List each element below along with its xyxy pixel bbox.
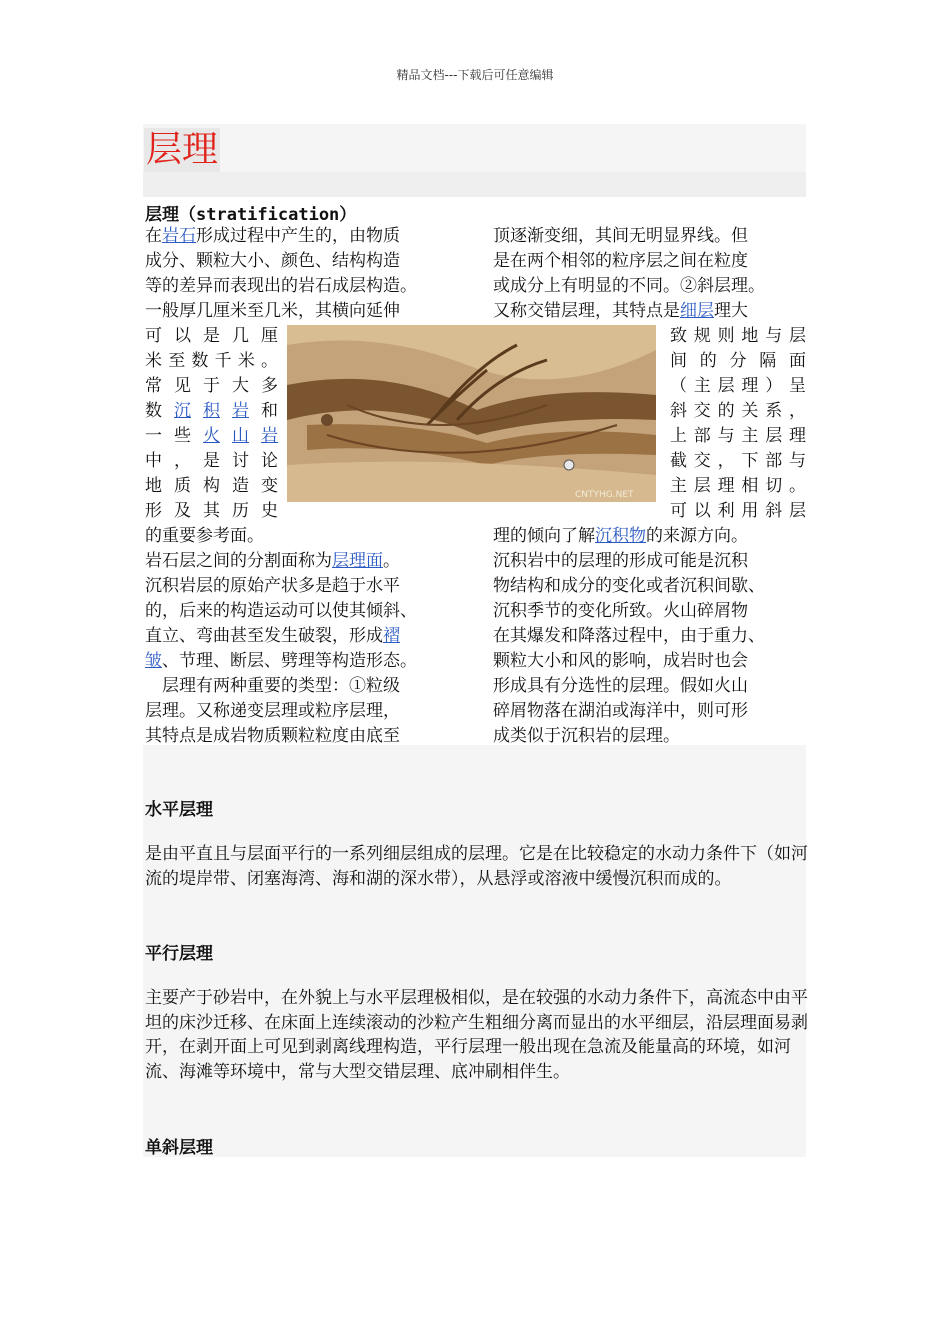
section-text-horizontal: 是由平直且与层面平行的一系列细层组成的层理。它是在比较稳定的水动力条件下（如河流的堤岸带、闭塞海湾、海和湖的深水带），从悬浮或溶液中缓慢沉积而成的。	[145, 844, 808, 889]
char: 规	[693, 326, 711, 346]
right-narrow-line	[670, 474, 806, 499]
link-char: 山	[232, 426, 249, 446]
char: 切	[765, 476, 783, 496]
char: 些	[174, 426, 191, 446]
char: 其	[203, 501, 220, 521]
char: 层	[765, 426, 783, 446]
char: 理	[717, 476, 735, 496]
left-p2-line-5: 皱、节理、断层、劈理等构造形态。	[145, 651, 417, 671]
right-rest-line: 沉积季节的变化所致。火山碎屑物	[493, 601, 748, 621]
left-column-lower	[145, 524, 475, 749]
section-heading-monocline: 单斜层理	[145, 1138, 213, 1158]
left-p3-line-1: 层理有两种重要的类型：①粒级	[145, 676, 400, 696]
char: 见	[174, 376, 191, 396]
left-narrow-line	[145, 399, 278, 424]
right-narrow	[670, 324, 806, 524]
right-rest-line: 沉积岩中的层理的形成可能是沉积	[493, 551, 748, 571]
char: 交	[693, 451, 711, 471]
link-char: 火	[203, 426, 220, 446]
link-thin-layer[interactable]: 细层	[680, 301, 714, 321]
right-rest-line: 成类似于沉积岩的层理。	[493, 726, 680, 746]
left-narrow-line	[145, 324, 278, 349]
char: 斜	[765, 501, 783, 521]
char: 和	[261, 401, 278, 421]
right-narrow-line	[670, 424, 806, 449]
char: 数	[191, 351, 209, 371]
char: 与	[717, 426, 735, 446]
char: 是	[203, 451, 220, 471]
char: 理	[788, 426, 806, 446]
char: 变	[261, 476, 278, 496]
link-fold[interactable]: 褶	[383, 626, 400, 646]
left-p2-line-4: 直立、弯曲甚至发生破裂，形成褶	[145, 626, 400, 646]
char: 论	[261, 451, 278, 471]
left-narrow-line	[145, 374, 278, 399]
left-column	[145, 224, 460, 324]
char: 一	[145, 426, 162, 446]
char: 致	[670, 326, 687, 346]
right-narrow-line	[670, 449, 806, 474]
char: 地	[145, 476, 162, 496]
char: 用	[741, 501, 759, 521]
char: 以	[693, 501, 711, 521]
right-rest-line: 颗粒大小和风的影响，成岩时也会	[493, 651, 748, 671]
char: 地	[741, 326, 759, 346]
char: 面	[789, 351, 806, 371]
left-line-3: 等的差异而表现出的岩石成层构造。	[145, 276, 417, 296]
char: 下	[741, 451, 759, 471]
right-column	[493, 224, 813, 324]
left-p3-line-2: 层理。又称递变层理或粒序层理，	[145, 701, 400, 721]
char: 多	[261, 376, 278, 396]
char: 层	[693, 476, 711, 496]
right-line-4: 又称交错层理，其特点是细层理大	[493, 301, 748, 321]
right-rest-line: 形成具有分选性的层理。假如火山	[493, 676, 748, 696]
char: 厘	[261, 326, 278, 346]
char: 可	[670, 501, 687, 521]
left-narrow-line	[145, 424, 278, 449]
photo-watermark: CNTYHG.NET	[575, 490, 634, 500]
char: 系	[765, 401, 783, 421]
char: 间	[670, 351, 687, 371]
char: 史	[261, 501, 278, 521]
char: 斜	[670, 401, 687, 421]
left-narrow-line	[145, 449, 278, 474]
char: 的	[699, 351, 717, 371]
right-narrow-line	[670, 324, 806, 349]
char: 层	[717, 376, 735, 396]
right-column-lower	[493, 524, 823, 749]
char: 。	[788, 476, 806, 496]
left-line-4: 一般厚几厘米至几米，其横向延伸	[145, 301, 400, 321]
char: 于	[203, 376, 220, 396]
left-p2-line-3: 的，后来的构造运动可以使其倾斜、	[145, 601, 417, 621]
char: 。	[260, 351, 278, 371]
left-p2-line-1: 岩石层之间的分割面称为层理面。	[145, 551, 400, 571]
char: 几	[232, 326, 249, 346]
char: 的	[717, 401, 735, 421]
char: 层	[788, 326, 806, 346]
char: 隔	[759, 351, 777, 371]
right-narrow-line	[670, 499, 806, 524]
left-line-2: 成分、颗粒大小、颜色、结构构造	[145, 251, 400, 271]
char: 千	[214, 351, 232, 371]
page-title: 层理	[146, 129, 219, 170]
right-line-3: 或成分上有明显的不同。②斜层理。	[493, 276, 765, 296]
link-char: 积	[203, 401, 220, 421]
left-narrow	[145, 324, 278, 524]
rock-photo-illustration	[287, 325, 656, 502]
right-line-1: 顶逐渐变细，其间无明显界线。但	[493, 226, 748, 246]
char: 构	[203, 476, 220, 496]
left-p2-line-2: 沉积岩层的原始产状多是趋于水平	[145, 576, 400, 596]
left-line-1: 在岩石形成过程中产生的，由物质	[145, 226, 400, 246]
char: 相	[741, 476, 759, 496]
char: 大	[232, 376, 249, 396]
char: 主	[670, 476, 687, 496]
char: 米	[237, 351, 255, 371]
page-header: 精品文档---下载后可任意编辑	[396, 68, 554, 82]
link-rock[interactable]: 岩石	[162, 226, 196, 246]
char: ，	[174, 451, 191, 471]
char: 主	[693, 376, 711, 396]
rock-stratification-photo	[287, 325, 656, 502]
char: 与	[788, 451, 806, 471]
char: 理	[741, 376, 759, 396]
link-bedding-plane[interactable]: 层理面	[332, 551, 383, 571]
char: 至	[168, 351, 186, 371]
char: 质	[174, 476, 191, 496]
char: 以	[174, 326, 191, 346]
char: 交	[693, 401, 711, 421]
right-rest-line: 在其爆发和降落过程中，由于重力、	[493, 626, 765, 646]
char: 利	[717, 501, 735, 521]
char: 米	[145, 351, 162, 371]
left-narrow-line	[145, 499, 278, 524]
section-heading-parallel: 平行层理	[145, 944, 213, 964]
char: 及	[174, 501, 191, 521]
section-text-parallel: 主要产于砂岩中，在外貌上与水平层理极相似，是在较强的水动力条件下，高流态中由平坦的床沙迁移、在床面上连续滚动的沙粒产生粗细分离而显出的水平细层，沿层理面易剥开，在剥开面上可见到剥离线理构造，平行层理一般出现在急流及能量高的环境，如河流、海滩等环境中，常与大型交错层理、底冲刷相伴生。	[145, 988, 808, 1082]
char: 部	[693, 426, 711, 446]
char: 可	[145, 326, 162, 346]
char: 历	[232, 501, 249, 521]
right-rest-line: 物结构和成分的变化或者沉积间歇、	[493, 576, 765, 596]
link-char: 岩	[232, 401, 249, 421]
char: 数	[145, 401, 162, 421]
right-line-2: 是在两个相邻的粒序层之间在粒度	[493, 251, 748, 271]
title-strip	[143, 172, 806, 197]
right-rest-line: 碎屑物落在湖泊或海洋中，则可形	[493, 701, 748, 721]
char: 是	[203, 326, 220, 346]
char: 常	[145, 376, 162, 396]
char: ，	[788, 401, 806, 421]
right-after: 理的倾向了解沉积物的来源方向。	[493, 526, 748, 546]
right-narrow-line	[670, 349, 806, 374]
char: 分	[729, 351, 747, 371]
char: 形	[145, 501, 162, 521]
subtitle: 层理（stratification）	[145, 205, 357, 225]
left-p3-line-3: 其特点是成岩物质颗粒粒度由底至	[145, 726, 400, 746]
char: ，	[717, 451, 735, 471]
char: 与	[765, 326, 783, 346]
lower-band	[143, 745, 806, 1157]
char: 上	[670, 426, 687, 446]
char: 截	[670, 451, 687, 471]
char: 中	[145, 451, 162, 471]
char: 部	[765, 451, 783, 471]
char: 关	[741, 401, 759, 421]
right-narrow-line	[670, 374, 806, 399]
char: 造	[232, 476, 249, 496]
char: （	[670, 376, 687, 396]
link-sediment[interactable]: 沉积物	[595, 526, 646, 546]
left-narrow-line	[145, 474, 278, 499]
char: 层	[788, 501, 806, 521]
left-after: 的重要参考面。	[145, 526, 264, 546]
link-fold-2[interactable]: 皱	[145, 651, 162, 671]
left-narrow-line	[145, 349, 278, 374]
char: 主	[741, 426, 759, 446]
link-char: 岩	[261, 426, 278, 446]
char: 呈	[788, 376, 806, 396]
char: ）	[765, 376, 783, 396]
link-char: 沉	[174, 401, 191, 421]
char: 讨	[232, 451, 249, 471]
title-band	[143, 124, 806, 172]
char: 则	[717, 326, 735, 346]
section-heading-horizontal: 水平层理	[145, 800, 213, 820]
right-narrow-line	[670, 399, 806, 424]
